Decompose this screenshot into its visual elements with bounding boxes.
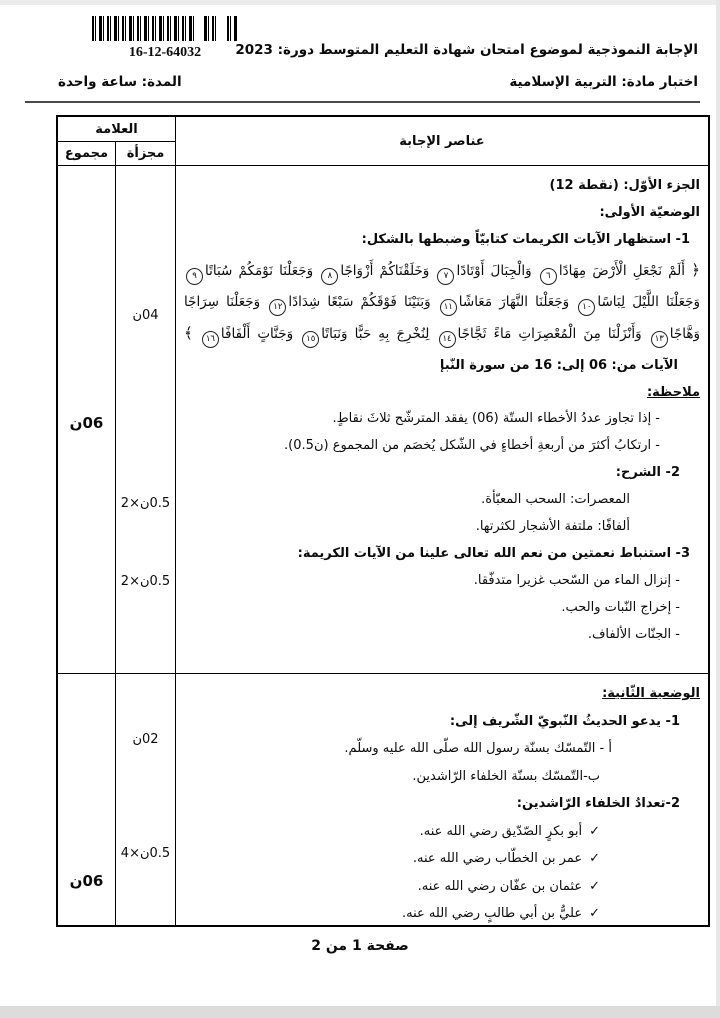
scan-edge-right <box>716 0 720 1018</box>
barcode <box>92 16 238 41</box>
column-header-answer-elements: عناصر الإجابة <box>175 117 708 165</box>
part2-partial-marks-cell <box>115 673 175 925</box>
quran-verse-text: أَلَمْ نَجْعَلِ الْأَرْضَ مِهَادًا <box>558 263 686 279</box>
part1-partial-marks-cell <box>115 165 175 673</box>
caliph-item <box>182 818 700 846</box>
page-number: صفحة 1 من 2 <box>311 938 409 954</box>
verse-number-badge: ٩ <box>186 268 203 285</box>
part1-question2: 2- الشرح: <box>615 465 680 480</box>
quran-verse-text: وَالْجِبَالَ أَوْتَادًا <box>456 263 532 279</box>
quran-verse-text: وَأَنْزَلْنَا مِنَ الْمُعْصِرَاتِ مَاءً ثَجَّاجًا <box>457 326 642 342</box>
total-mark-value: 06ن <box>69 872 104 890</box>
blessing-item: - الجنّات الألفاف. <box>587 627 680 642</box>
quran-verse-text: لِنُخْرِجَ بِهِ حَبًّا وَنَبَاتًا <box>321 326 430 342</box>
column-header-partial-mark: مجزأة <box>115 141 175 165</box>
caliph-item <box>182 845 700 873</box>
check-icon: ✓ <box>589 851 600 866</box>
caliph-name: عمر بن الخطّاب رضي الله عنه. <box>412 851 583 866</box>
header-divider <box>25 101 700 103</box>
part2-total-mark-cell <box>58 673 115 925</box>
caliph-name: عليُّ بن أبي طالبٍ رضي الله عنه. <box>402 906 583 921</box>
verse-number-badge: ٧ <box>437 268 454 285</box>
exam-subject: اختبار مادة: التربية الإسلامية <box>509 74 698 90</box>
caliph-item <box>182 900 700 928</box>
verse-number-badge: ١٦ <box>202 331 219 348</box>
part1-total-mark-cell <box>58 165 115 673</box>
hadith-answer-item: أ - التّمسّك بسنّة رسول الله صلّى الله عليه وسلّم. <box>344 741 612 756</box>
check-icon: ✓ <box>589 823 600 839</box>
quran-verse-text: وَجَعَلْنَا سِرَاجًا وَهَّاجًا <box>184 294 700 342</box>
mark-value: 04ن <box>132 308 159 323</box>
caliph-name: عثمان بن عفّان رضي الله عنه. <box>417 878 583 894</box>
document-code: 16-12-64032 <box>128 45 202 60</box>
part1-content <box>175 165 708 673</box>
exam-duration: المدة: ساعة واحدة <box>58 74 182 90</box>
verse-number-badge: ١٥ <box>302 331 319 348</box>
column-header-mark: العلامة <box>95 121 138 137</box>
part1-question1: 1- استظهار الآيات الكريمات كتابيّاً وضبطها بالشكل: <box>361 232 690 247</box>
quran-close-bracket-icon: ﴾ <box>184 324 193 342</box>
blessing-item: - إنزال الماء من السّحب غزيرا متدفّقا. <box>473 573 680 588</box>
verse-number-badge: ١٣ <box>651 331 668 348</box>
explanation-item: ألفافًا: ملتفة الأشجار لكثرتها. <box>475 519 630 534</box>
exam-title: الإجابة النموذجية لموضوع امتحان شهادة التعليم المتوسط دورة: 2023 <box>235 42 698 58</box>
caliph-name: أبو بكرٍ الصّدّيق رضي الله عنه. <box>419 823 583 839</box>
check-icon: ✓ <box>589 878 600 894</box>
quran-verse-text: وَجَنَّاتٍ أَلْفَافًا <box>220 326 294 342</box>
verse-number-badge: ١١ <box>440 299 457 316</box>
mark-value: 0.5ن×2 <box>120 496 171 511</box>
note-item: - ارتكابُ أكثرَ من أربعةِ أخطاءٍ في الشّكل يُخصَم من المجموع (ن0.5). <box>284 438 660 453</box>
scan-edge-bottom <box>0 1006 720 1018</box>
part1-title: الجزء الأوّل: (نقطة 12) <box>549 178 700 193</box>
verse-number-badge: ٦ <box>540 268 557 285</box>
verses-reference: الآيات من: 06 إلى: 16 من سورة النّبإ <box>439 358 678 373</box>
note-title: ملاحظة: <box>646 385 700 400</box>
answer-key-table <box>56 115 710 927</box>
mark-value: 0.5ن×4 <box>120 846 171 861</box>
quran-verse-text: وَجَعَلْنَا النَّهَارَ مَعَاشًا <box>458 294 570 310</box>
total-mark-value: 06ن <box>69 414 104 432</box>
quran-open-bracket-icon: ﴿ <box>691 261 701 279</box>
explanation-item: المعصرات: السحب المعبّأة. <box>481 492 630 507</box>
part2-question2: 2-تعدادُ الخلفاء الرّاشدين: <box>516 796 680 811</box>
verse-number-badge: ٨ <box>321 268 338 285</box>
part2-question1: 1- يدعو الحديثُ النّبويّ الشّريف إلى: <box>449 713 680 729</box>
hadith-answer-item: ب-التّمسّك بسنّة الخلفاء الرّاشدين. <box>412 768 600 784</box>
part1-question3: 3- استنباط نعمتين من نعم الله تعالى علينا من الآيات الكريمة: <box>297 546 690 561</box>
verse-number-badge: ١٢ <box>269 299 286 316</box>
quran-verse-text: وَخَلَقْنَاكُمْ أَزْوَاجًا <box>340 263 430 279</box>
part2-content <box>175 673 708 925</box>
quran-verse-text: وَبَنَيْنَا فَوْقَكُمْ سَبْعًا شِدَادًا <box>288 294 431 310</box>
caliph-item <box>182 873 700 901</box>
scan-edge-top <box>0 0 720 5</box>
verse-number-badge: ١٤ <box>439 331 456 348</box>
part1-situation1-title: الوضعيّة الأولى: <box>599 205 700 220</box>
quran-verse-text: وَجَعَلْنَا اللَّيْلَ لِبَاسًا <box>597 294 701 310</box>
column-header-total-mark: مجموع <box>58 141 115 165</box>
blessing-item: - إخراج النّبات والحب. <box>561 600 680 615</box>
part2-situation2-title: الوضعية الثّانية: <box>602 686 700 701</box>
mark-value: 0.5ن×2 <box>120 574 171 589</box>
note-item: - إذا تجاوز عددُ الأخطاء الستّة (06) يفقد المترشّح ثلاثَ نقاطٍ. <box>332 411 660 426</box>
mark-value: 02ن <box>132 732 159 747</box>
verse-number-badge: ١٠ <box>578 299 595 316</box>
check-icon: ✓ <box>589 906 600 921</box>
quran-verse-text: وَجَعَلْنَا نَوْمَكُمْ سُبَاتًا <box>205 263 314 279</box>
quran-verses <box>184 255 700 381</box>
